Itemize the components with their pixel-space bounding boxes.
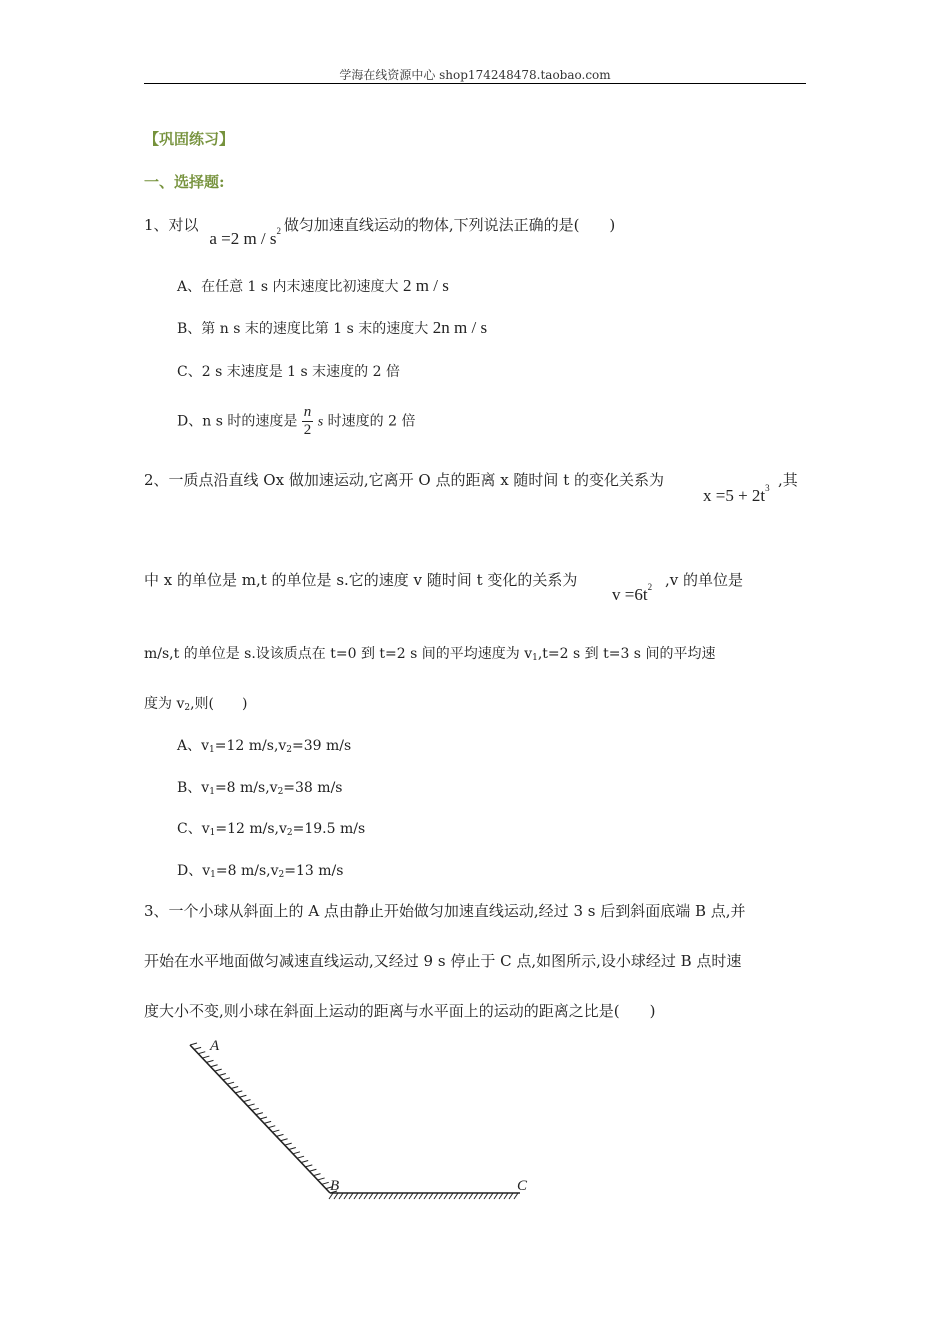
incline-hatch-mark [227, 1082, 234, 1084]
ground-hatch-mark [339, 1193, 343, 1199]
incline-hatch-mark [305, 1165, 312, 1167]
option-tail: =38 m/s [283, 780, 343, 796]
fraction-denominator: 2 [303, 422, 312, 438]
q1-option-d[interactable] [177, 404, 415, 439]
q2-line-3-a: m/s,t 的单位是 s.设该质点在 t=0 到 t=2 s 间的平均速度为 v [144, 646, 533, 662]
ground-hatch-mark [494, 1193, 498, 1199]
ground-hatch-mark [354, 1193, 358, 1199]
option-lead: C、v [177, 821, 210, 837]
page-header: 学海在线资源中心 shop174248478.taobao.com [339, 68, 611, 82]
q1-option-d-fraction [302, 404, 314, 439]
subscript-1: 1 [209, 787, 215, 797]
incline-hatch-mark [314, 1174, 321, 1176]
q2-option-b[interactable] [177, 777, 342, 797]
q2-formula-1-sup: 3 [765, 483, 770, 493]
ground-hatch-mark [454, 1193, 458, 1199]
incline-hatch-mark [202, 1056, 209, 1058]
incline-hatch-mark [256, 1113, 263, 1115]
ground-hatch-mark [369, 1193, 373, 1199]
incline-hatch-mark [223, 1078, 230, 1080]
q2-line-2-tail: ,v 的单位是 [665, 571, 744, 589]
incline-hatch-mark [211, 1065, 218, 1067]
ground-hatch-mark [349, 1193, 353, 1199]
fraction-numerator: n [303, 404, 312, 420]
ground-hatch-mark [474, 1193, 478, 1199]
header-rule [144, 83, 806, 84]
ground-hatch-mark [394, 1193, 398, 1199]
q2-line-1-tail: ,其 [778, 471, 798, 489]
q1-option-b-math: 2n m / s [432, 318, 488, 337]
ground-hatch-mark [404, 1193, 408, 1199]
incline-hatch-mark [244, 1100, 251, 1102]
q1-option-a[interactable] [177, 276, 449, 296]
q1-option-b[interactable] [177, 318, 487, 338]
q1-formula [209, 226, 282, 248]
incline-hatch-mark [260, 1117, 267, 1119]
incline-hatch-mark [297, 1156, 304, 1158]
ground-hatch-mark [469, 1193, 473, 1199]
incline-hatch-mark [285, 1143, 292, 1145]
ground-hatch-mark [444, 1193, 448, 1199]
ground-hatch-mark [389, 1193, 393, 1199]
ground-hatch-mark [489, 1193, 493, 1199]
hatching [190, 1043, 518, 1199]
ground-hatch-mark [424, 1193, 428, 1199]
q2-line-1: 2、一质点沿直线 Ox 做加速运动,它离开 O 点的距离 x 随时间 t 的变化关系为 [144, 471, 665, 489]
incline-hatch-mark [268, 1126, 275, 1128]
option-mid: =8 m/s,v [215, 863, 279, 879]
ground-hatch-mark [479, 1193, 483, 1199]
q2-line-3 [144, 643, 715, 663]
subscript-2: 2 [278, 870, 285, 880]
q1-option-b-text: B、第 n s 末的速度比第 1 s 末的速度大 [177, 321, 429, 337]
option-mid: =12 m/s,v [214, 738, 287, 754]
ground-hatch-mark [344, 1193, 348, 1199]
q2-formula-2-base: v =6t [612, 585, 648, 604]
label-a: A [210, 1038, 220, 1054]
subscript-2: 2 [286, 745, 293, 755]
q1-lead: 1、对以 [144, 216, 199, 234]
q2-line-3-b: ,t=2 s 到 t=3 s 间的平均速 [537, 646, 716, 662]
section-title: 【巩固练习】 [144, 130, 235, 148]
incline-hatch-mark [322, 1182, 329, 1184]
ground-hatch-mark [364, 1193, 368, 1199]
incline-figure [180, 1030, 550, 1210]
ground-hatch-mark [419, 1193, 423, 1199]
q2-option-a[interactable] [177, 735, 351, 755]
option-tail: =13 m/s [284, 863, 344, 879]
subscript-2: 2 [286, 828, 293, 838]
label-c: C [517, 1178, 528, 1194]
q2-formula-2 [612, 582, 652, 605]
ground-hatch-mark [399, 1193, 403, 1199]
incline-hatch-mark [215, 1069, 222, 1071]
ground-hatch-mark [439, 1193, 443, 1199]
subscript-1: 1 [210, 870, 216, 880]
incline-hatch-mark [272, 1130, 279, 1132]
incline-hatch-mark [309, 1169, 316, 1171]
q2-line-4 [144, 693, 247, 713]
incline-hatch-mark [289, 1147, 296, 1149]
q1-option-d-var: s [317, 414, 324, 430]
incline-hatch-mark [293, 1152, 300, 1154]
q2-formula-1 [703, 483, 770, 506]
ground-hatch-mark [504, 1193, 508, 1199]
q2-line-4-a: 度为 v [144, 696, 185, 712]
subscript-1: 1 [209, 828, 216, 838]
subscript-2: 2 [277, 787, 284, 797]
q2-option-c[interactable] [177, 818, 365, 838]
ground-hatch-mark [509, 1193, 513, 1199]
option-tail: =39 m/s [292, 738, 352, 754]
subscript-2: 2 [184, 703, 191, 713]
option-mid: =12 m/s,v [215, 821, 287, 837]
incline-hatch-mark [206, 1060, 213, 1062]
incline-hatch-mark [235, 1091, 242, 1093]
ground-hatch-mark [409, 1193, 413, 1199]
q1-option-d-lead: D、n s 时的速度是 [177, 413, 298, 430]
incline-hatch-mark [276, 1134, 283, 1136]
ground-hatch-mark [429, 1193, 433, 1199]
q1-tail: 做匀加速直线运动的物体,下列说法正确的是( ) [283, 216, 616, 234]
q1-option-c-text: C、2 s 末速度是 1 s 末速度的 2 倍 [177, 364, 400, 380]
q1-formula-base: a =2 m / s [209, 229, 277, 248]
label-b: B [330, 1178, 340, 1194]
incline-hatch-mark [231, 1087, 238, 1089]
ground-hatch-mark [459, 1193, 463, 1199]
question-1 [144, 212, 621, 248]
q3-line-2: 开始在水平地面做匀减速直线运动,又经过 9 s 停止于 C 点,如图所示,设小球经过 B 点时速 [144, 952, 742, 970]
ground-hatch-mark [464, 1193, 468, 1199]
q1-option-a-text: A、在任意 1 s 内末速度比初速度大 [177, 279, 399, 295]
q2-option-d[interactable] [177, 860, 343, 880]
ground-hatch-mark [414, 1193, 418, 1199]
incline-hatch-mark [281, 1139, 288, 1141]
incline-hatch-mark [198, 1052, 205, 1054]
incline-hatch-mark [190, 1043, 197, 1045]
ground-hatch-mark [499, 1193, 503, 1199]
incline-hatch-mark [252, 1108, 259, 1110]
ground-hatch-mark [449, 1193, 453, 1199]
ground-hatch-mark [379, 1193, 383, 1199]
q1-option-a-math: 2 m / s [403, 276, 449, 295]
subsection-title: 一、选择题: [144, 173, 225, 191]
q1-option-c[interactable] [177, 361, 400, 381]
ground-hatch-mark [434, 1193, 438, 1199]
q2-line-4-b: ,则( ) [190, 696, 248, 712]
incline-hatch-mark [301, 1161, 308, 1163]
option-mid: =8 m/s,v [214, 780, 278, 796]
subscript-1: 1 [209, 745, 215, 755]
incline-surface [190, 1045, 330, 1193]
option-lead: B、v [177, 780, 210, 796]
q2-line-2: 中 x 的单位是 m,t 的单位是 s.它的速度 v 随时间 t 变化的关系为 [144, 571, 578, 589]
option-tail: =19.5 m/s [292, 821, 366, 837]
incline-hatch-mark [248, 1104, 255, 1106]
q3-line-3: 度大小不变,则小球在斜面上运动的距离与水平面上的运动的距离之比是( ) [144, 1002, 656, 1020]
incline-hatch-mark [239, 1095, 246, 1097]
ground-hatch-mark [359, 1193, 363, 1199]
option-lead: D、v [177, 863, 211, 879]
incline-hatch-mark [194, 1047, 201, 1049]
q3-line-1: 3、一个小球从斜面上的 A 点由静止开始做匀加速直线运动,经过 3 s 后到斜面底端 B 点,并 [144, 902, 746, 920]
ground-hatch-mark [374, 1193, 378, 1199]
subscript-1: 1 [532, 653, 538, 663]
incline-hatch-mark [219, 1073, 226, 1075]
q2-formula-1-base: x =5 + 2t [703, 486, 766, 505]
option-lead: A、v [177, 738, 210, 754]
ground-hatch-mark [384, 1193, 388, 1199]
q2-formula-2-sup: 2 [647, 582, 653, 592]
q1-formula-sup: 2 [276, 226, 282, 236]
incline-hatch-mark [264, 1121, 271, 1123]
incline-hatch-mark [318, 1178, 325, 1180]
ground-hatch-mark [484, 1193, 488, 1199]
q1-option-d-tail: 时速度的 2 倍 [327, 413, 416, 430]
